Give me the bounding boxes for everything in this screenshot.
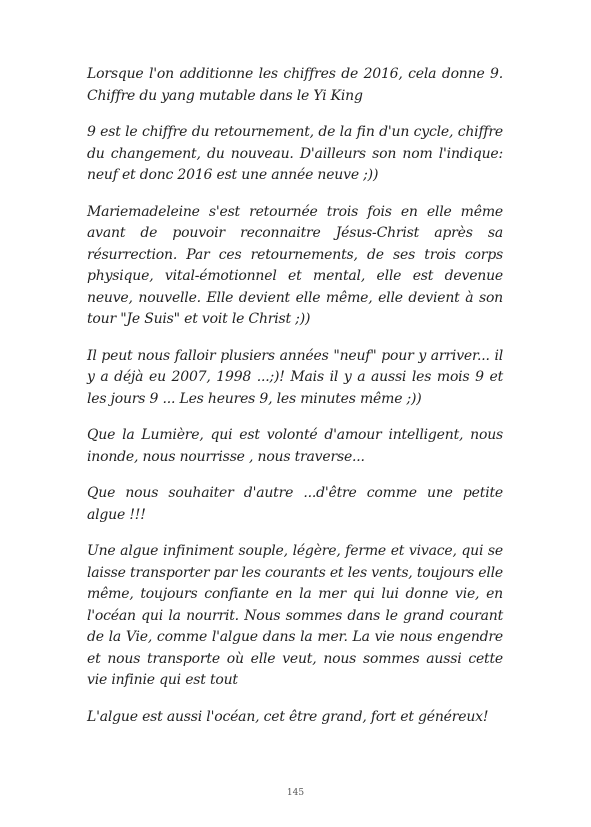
- page-number: 145: [286, 788, 305, 798]
- paragraph-algue-ocean: L'algue est aussi l'océan, cet être grand, fort et généreux!: [87, 708, 489, 725]
- paragraph-2016-sum: Lorsque l'on additionne les chiffres de 2016, cela donne 9. Chiffre du yang mutable dans le Yi King: [87, 66, 503, 104]
- paragraph-nine-meaning: 9 est le chiffre du retournement, de la fin d'un cycle, chiffre du changement, du nouveau. D'ailleurs son nom l'indique: neuf et donc 2016 est une année neuve ;)): [87, 124, 503, 183]
- paragraph-mariemadeleine: Mariemadeleine s'est retournée trois fois en elle même avant de pouvoir reconnaitre Jésus-Christ après sa résurrection. Par ces retournements, de ses trois corps physique, vital-émotionnel et mental, elle est devenue neuve, nouvelle. Elle devient elle même, elle devient à son tour "Je Suis" et voit le Christ ;)): [87, 203, 503, 327]
- paragraph-algue-souple: Une algue infiniment souple, légère, ferme et vivace, qui se laisse transporter par les courants et les vents, toujours elle même, toujours confiante en la mer qui lui donne vie, en l'océan qui la nourrit. Nous sommes dans le grand courant de la Vie, comme l'algue dans la mer. La vie nous engendre et nous transporte où elle veut, nous sommes aussi cette vie infinie qui est tout: [87, 543, 503, 688]
- body-text: [87, 64, 503, 743]
- paragraph-petite-algue: Que nous souhaiter d'autre ...d'être comme une petite algue !!!: [87, 485, 503, 523]
- paragraph-lumiere: Que la Lumière, qui est volonté d'amour intelligent, nous inonde, nous nourrisse , nous traverse...: [87, 427, 503, 465]
- paragraph-neuf-years: Il peut nous falloir plusiers années "neuf" pour y arriver... il y a déjà eu 2007, 1998 ...;)! Mais il y a aussi les mois 9 et les jours 9 ... Les heures 9, les minutes même ;)): [87, 347, 503, 407]
